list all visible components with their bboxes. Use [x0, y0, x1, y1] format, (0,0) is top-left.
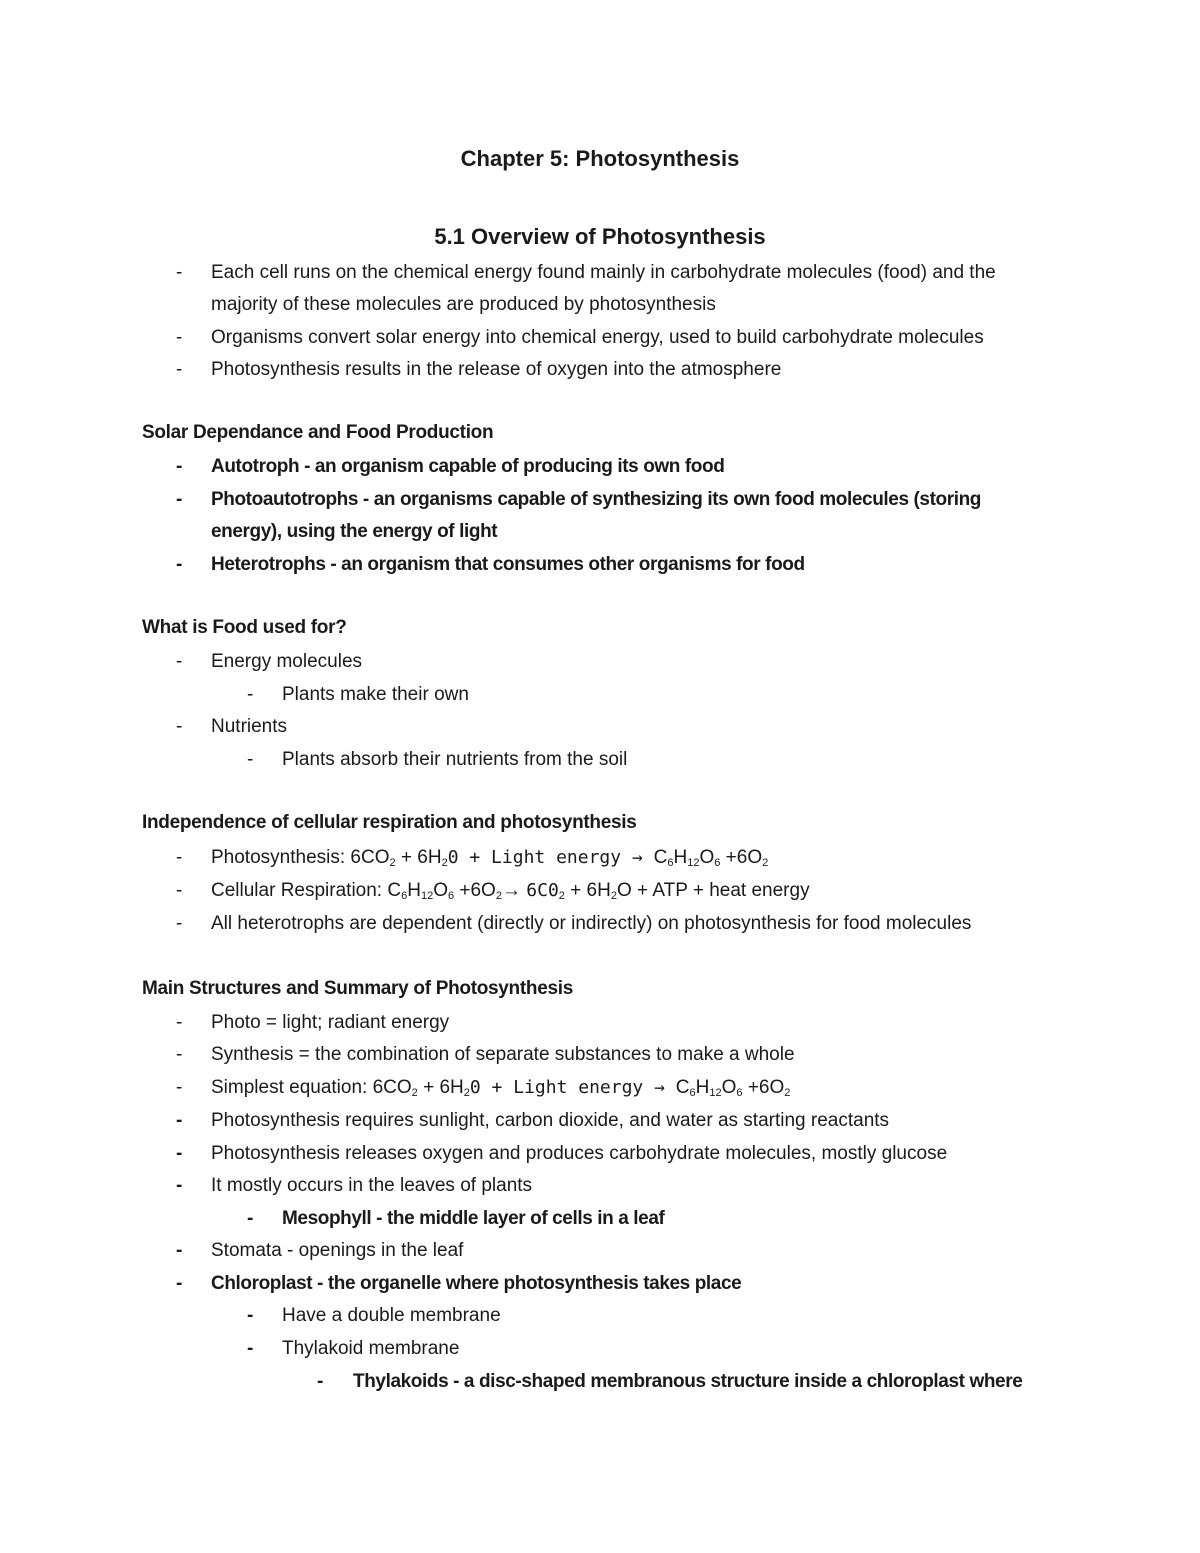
- list-item: [0, 743, 1200, 776]
- bullet-dash: -: [176, 913, 183, 934]
- list-item-text: majority of these molecules are produced by photosynthesis: [211, 294, 716, 315]
- list-item-text: Synthesis = the combination of separate substances to make a whole: [211, 1044, 795, 1065]
- simplest-equation: Simplest equation: $6CO_2 + 6H_20$ + Light energy → $C_6H_{12}O_6 +6O_2$: [211, 1077, 791, 1099]
- bullet-dash: -: [247, 684, 254, 705]
- list-item-text: Thylakoid membrane: [282, 1338, 460, 1359]
- bullet-dash: -: [176, 456, 182, 477]
- bullet-dash: -: [176, 262, 183, 283]
- list-item: [0, 678, 1200, 711]
- bullet-dash: -: [176, 847, 183, 868]
- list-item: [0, 256, 1200, 289]
- bullet-dash: -: [176, 1012, 183, 1033]
- section-heading: Solar Dependance and Food Production: [142, 422, 494, 443]
- list-item-text: Organisms convert solar energy into chemical energy, used to build carbohydrate molecules: [211, 327, 984, 348]
- list-item-text: Nutrients: [211, 716, 288, 737]
- bullet-dash: -: [247, 749, 254, 770]
- list-item-text: Photoautotrophs - an organisms capable of synthesizing its own food molecules (storing: [211, 489, 982, 510]
- list-item: [0, 645, 1200, 678]
- list-item: [0, 1234, 1200, 1267]
- list-item: [0, 1267, 1200, 1300]
- list-item: [0, 450, 1200, 483]
- bullet-dash: -: [317, 1371, 323, 1392]
- bullet-dash: -: [176, 489, 182, 510]
- list-item-text: Stomata - openings in the leaf: [211, 1240, 464, 1261]
- bullet-dash: -: [176, 1240, 183, 1261]
- bullet-dash: -: [176, 327, 183, 348]
- bullet-dash: -: [176, 554, 182, 575]
- list-item-text: Plants make their own: [282, 684, 469, 705]
- bullet-dash: -: [247, 1305, 254, 1326]
- list-item: [0, 1299, 1200, 1332]
- list-item-text: Have a double membrane: [282, 1305, 501, 1326]
- section-heading: Independence of cellular respiration and photosynthesis: [142, 812, 637, 833]
- list-item-text: Photosynthesis releases oxygen and produces carbohydrate molecules, mostly glucose: [211, 1143, 948, 1164]
- list-item-text: Photosynthesis results in the release of oxygen into the atmosphere: [211, 359, 782, 380]
- chapter-title: Chapter 5: Photosynthesis: [460, 146, 740, 171]
- list-item: [0, 874, 1200, 907]
- photosynthesis-equation: Photosynthesis: $6CO_2 + 6H_20$ + Light energy → $C_6H_{12}O_6 +6O_2$: [211, 847, 769, 869]
- list-item: [0, 1104, 1200, 1137]
- list-item-text: Mesophyll - the middle layer of cells in a leaf: [282, 1208, 665, 1229]
- list-item-text: Energy molecules: [211, 651, 363, 672]
- list-item: [0, 321, 1200, 354]
- list-item: [0, 907, 1200, 940]
- list-item: [0, 1365, 1200, 1398]
- bullet-dash: -: [176, 359, 183, 380]
- bullet-dash: -: [176, 1273, 182, 1294]
- list-item: [0, 1137, 1200, 1170]
- bullet-dash: -: [247, 1338, 254, 1359]
- list-item-text: Thylakoids - a disc-shaped membranous structure inside a chloroplast where: [353, 1371, 1023, 1392]
- bullet-dash: -: [247, 1208, 253, 1229]
- list-item: [0, 1332, 1200, 1365]
- list-item: [0, 483, 1200, 516]
- section-title: 5.1 Overview of Photosynthesis: [434, 224, 766, 249]
- list-item-text: Photosynthesis requires sunlight, carbon dioxide, and water as starting reactants: [211, 1110, 890, 1131]
- list-item: [0, 841, 1200, 874]
- bullet-dash: -: [176, 1110, 183, 1131]
- list-item-text: Each cell runs on the chemical energy found mainly in carbohydrate molecules (food) and the: [211, 262, 996, 283]
- list-item-text: It mostly occurs in the leaves of plants: [211, 1175, 533, 1196]
- list-item: [0, 1006, 1200, 1039]
- list-item-text: energy), using the energy of light: [211, 521, 498, 542]
- list-item-text: Autotroph - an organism capable of producing its own food: [211, 456, 725, 477]
- list-item: [0, 1202, 1200, 1235]
- bullet-dash: -: [176, 1143, 183, 1164]
- list-item: [0, 1071, 1200, 1104]
- list-item-text: Chloroplast - the organelle where photosynthesis takes place: [211, 1273, 742, 1294]
- list-item: [0, 548, 1200, 581]
- section-heading: Main Structures and Summary of Photosynthesis: [142, 978, 573, 999]
- list-item-text: Heterotrophs - an organism that consumes other organisms for food: [211, 554, 805, 575]
- list-item: [0, 1038, 1200, 1071]
- list-item: [0, 1169, 1200, 1202]
- respiration-equation: Cellular Respiration: $C_6H_{12}O_6 +6O_2\to 6C0_2 + 6H_2O$ + ATP + heat energy: [211, 880, 810, 902]
- list-item: [0, 710, 1200, 743]
- list-item-text: Plants absorb their nutrients from the soil: [282, 749, 628, 770]
- bullet-dash: -: [176, 880, 183, 901]
- bullet-dash: -: [176, 1175, 183, 1196]
- bullet-dash: -: [176, 1077, 183, 1098]
- bullet-dash: -: [176, 1044, 183, 1065]
- bullet-dash: -: [176, 651, 183, 672]
- list-item-continuation: [0, 288, 1200, 321]
- list-item-text: All heterotrophs are dependent (directly or indirectly) on photosynthesis for food molecules: [211, 913, 972, 934]
- list-item-continuation: [0, 515, 1200, 548]
- list-item: [0, 353, 1200, 386]
- section-heading: What is Food used for?: [142, 617, 347, 638]
- list-item-text: Photo = light; radiant energy: [211, 1012, 450, 1033]
- bullet-dash: -: [176, 716, 183, 737]
